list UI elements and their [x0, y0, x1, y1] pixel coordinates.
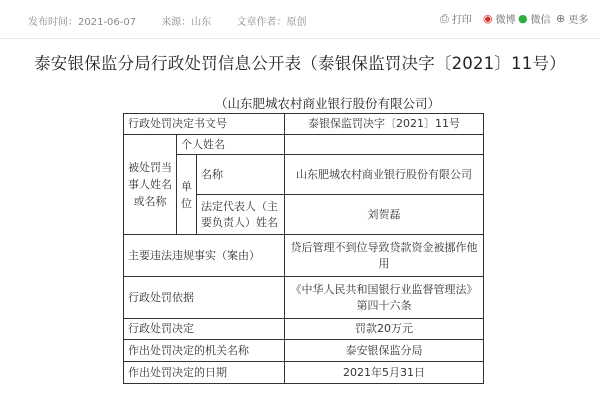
decision-value: 罚款20万元 [285, 319, 484, 340]
violation-label: 主要违法违规事实（案由） [124, 235, 285, 277]
weibo-share-button[interactable] [483, 11, 516, 26]
print-button[interactable] [440, 11, 472, 26]
table-row [124, 235, 484, 277]
printer-icon: ⎙ [440, 11, 449, 25]
individual-value [285, 135, 484, 155]
date-value: 2021年5月31日 [285, 362, 484, 384]
basis-label: 行政处罚依据 [124, 277, 285, 319]
unit-name-value: 山东肥城农村商业银行股份有限公司 [285, 155, 484, 195]
date-label: 作出处罚决定的日期 [124, 362, 285, 384]
weibo-label: 微博 [495, 15, 516, 26]
decision-no-value: 泰银保监罚决字〔2021〕11号 [285, 114, 484, 135]
table-row [124, 362, 484, 384]
party-label: 被处罚当事人姓名或名称 [124, 135, 177, 235]
unit-name-label: 名称 [197, 155, 285, 195]
table-row [124, 155, 484, 195]
legal-rep-value: 刘贺磊 [285, 195, 484, 235]
print-label: 打印 [451, 15, 472, 26]
wechat-share-button[interactable] [518, 11, 551, 26]
decision-label: 行政处罚决定 [124, 319, 285, 340]
authority-value: 泰安银保监分局 [285, 340, 484, 362]
more-icon: ⊕ [556, 11, 566, 25]
article-meta [28, 13, 329, 28]
violation-value: 贷后管理不到位导致贷款资金被挪作他用 [285, 235, 484, 277]
individual-label: 个人姓名 [177, 135, 285, 155]
article-source: 来源：山东 [161, 17, 212, 28]
article-title: 泰安银保监分局行政处罚信息公开表（泰银保监罚决字〔2021〕11号） [34, 54, 566, 73]
table-row [124, 114, 484, 135]
authority-label: 作出处罚决定的机关名称 [124, 340, 285, 362]
table-row [124, 277, 484, 319]
penalty-info-table [123, 113, 484, 384]
basis-value: 《中华人民共和国银行业监督管理法》第四十六条 [285, 277, 484, 319]
wechat-icon: ● [518, 11, 528, 25]
table-row [124, 319, 484, 340]
legal-rep-label: 法定代表人（主要负责人）姓名 [197, 195, 285, 235]
publish-time: 发布时间：2021-06-07 [28, 17, 137, 28]
weibo-icon: ◉ [483, 11, 493, 25]
more-share-button[interactable] [556, 11, 588, 26]
header-divider [0, 38, 600, 39]
article-meta-bar [0, 0, 600, 38]
table-row [124, 135, 484, 155]
table-caption: （山东肥城农村商业银行股份有限公司） [215, 96, 441, 111]
table-row [124, 340, 484, 362]
article-author: 文章作者：原创 [236, 17, 307, 28]
wechat-label: 微信 [530, 15, 551, 26]
decision-no-label: 行政处罚决定书文号 [124, 114, 285, 135]
more-label: 更多 [568, 15, 589, 26]
unit-label: 单位 [177, 155, 197, 235]
